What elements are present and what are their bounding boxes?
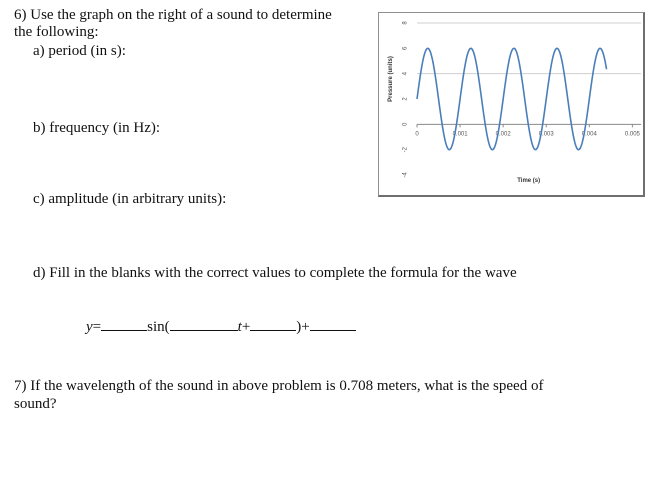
formula-close-plus: )+ [296,319,310,335]
x-tick-label-0.003: 0.003 [538,131,554,138]
x-axis-title: Time (s) [517,178,541,184]
x-tick-label-0.004: 0.004 [581,131,597,138]
y-tick-label-0: 0 [402,122,409,127]
y-tick-label--4: -4 [402,172,409,178]
x-tick-label-0.005: 0.005 [624,131,640,138]
formula-t: t [237,319,242,335]
y-tick-label--2: -2 [402,146,409,153]
question-7-line-2: sound? [14,396,57,412]
blank-offset-1[interactable] [101,318,147,331]
formula-sin: sin( [147,319,170,335]
y-tick-label-4: 4 [402,71,409,76]
question-6-line-2: the following: [14,24,99,40]
formula-plus: + [241,319,251,335]
question-6-line-1: 6) Use the graph on the right of a sound to determine [14,7,332,23]
wave-formula [86,318,356,336]
blank-offset-2[interactable] [310,318,356,331]
y-tick-label-6: 6 [402,46,409,51]
y-tick-label-2: 2 [402,97,409,101]
question-6d-formula-prompt: d) Fill in the blanks with the correct values to complete the formula for the wave [33,265,517,281]
series-line-pressure [417,48,607,149]
x-tick-label-0.002: 0.002 [495,131,511,138]
question-6b-frequency: b) frequency (in Hz): [33,120,161,136]
sound-wave-chart [378,12,645,197]
blank-phase[interactable] [250,318,296,331]
question-6c-amplitude: c) amplitude (in arbitrary units): [33,191,227,207]
blank-angular-frequency[interactable] [170,318,238,331]
chart-svg [379,13,643,195]
y-tick-label-8: 8 [402,21,409,25]
x-tick-label-0.001: 0.001 [452,131,468,138]
question-7-line-1: 7) If the wavelength of the sound in above problem is 0.708 meters, what is the speed of [14,378,544,394]
x-tick-label-0: 0 [415,131,419,138]
y-axis-title: Pressure (units) [388,56,394,102]
question-6a-period: a) period (in s): [33,43,126,59]
formula-y: y [86,319,93,335]
formula-equals: = [92,319,102,335]
